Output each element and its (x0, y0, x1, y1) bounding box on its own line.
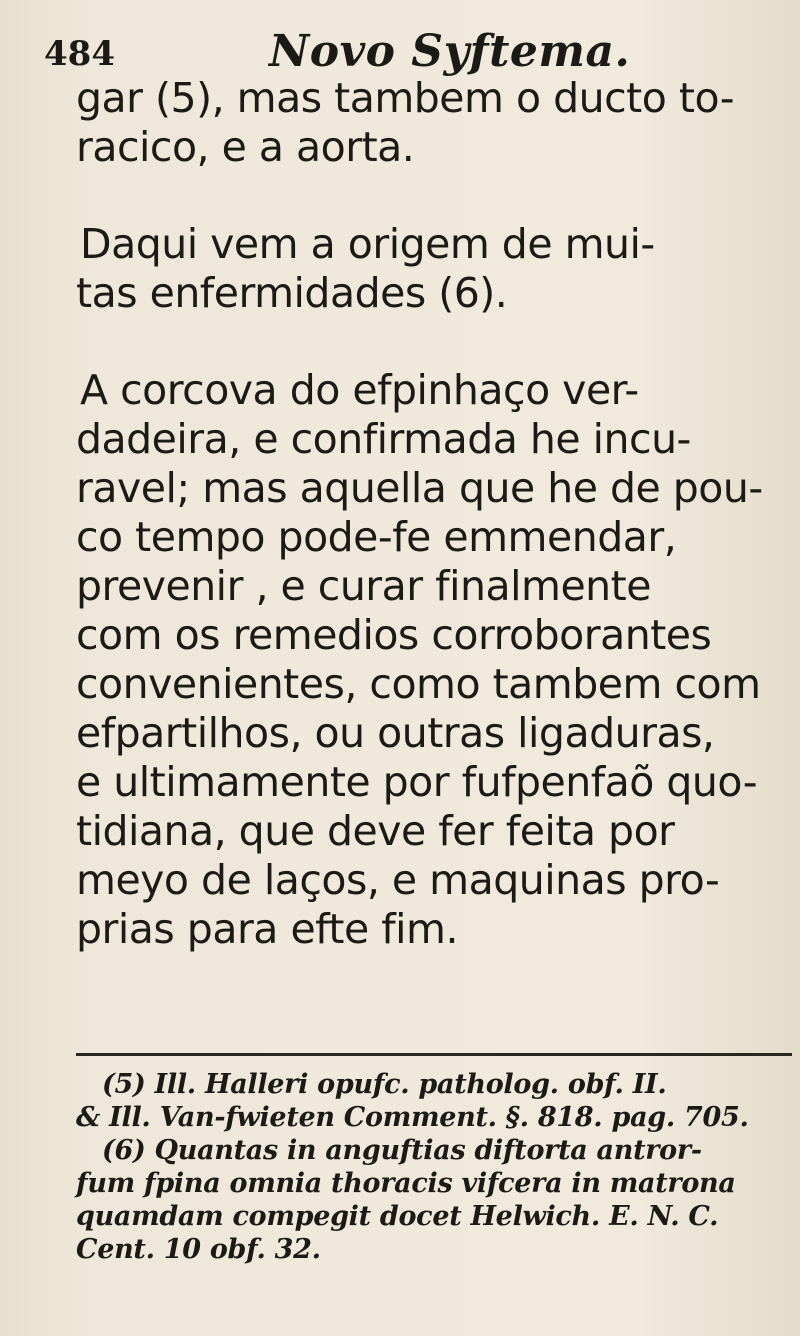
paragraph (76, 220, 792, 318)
footnote-line: & Ill. Van-fwieten Comment. §. 818. pag. 705. (76, 1102, 749, 1133)
paragraph-continuation (76, 74, 792, 172)
footnote-line: (6) Quantas in anguftias diftorta antror- (102, 1135, 702, 1166)
text-line: e ultimamente por fufpenfaõ quo- (76, 758, 758, 806)
footnotes (76, 1068, 792, 1266)
text-line: ravel; mas aquella que he de pou- (76, 464, 763, 512)
text-line: dadeira, e confirmada he incu- (76, 415, 691, 463)
running-title: Novo Syftema. (269, 26, 631, 77)
text-line: convenientes, como tambem com (76, 660, 761, 708)
paragraph (76, 366, 792, 954)
text-line: prevenir , e curar finalmente (76, 562, 651, 610)
text-line: racico, e a aorta. (76, 123, 415, 171)
text-line: gar (5), mas tambem o ducto to- (76, 74, 735, 122)
text-line: tidiana, que deve fer feita por (76, 807, 675, 855)
footnote-divider (76, 1053, 792, 1056)
footnote-line: fum fpina omnia thoracis vifcera in matrona (76, 1168, 736, 1199)
footnote-line: (5) Ill. Halleri opufc. patholog. obf. II. (102, 1069, 667, 1100)
footnote-line: Cent. 10 obf. 32. (76, 1234, 321, 1265)
text-line: Daqui vem a origem de mui- (80, 220, 655, 268)
footnote-line: quamdam compegit docet Helwich. E. N. C. (76, 1201, 719, 1232)
text-line: meyo de laços, e maquinas pro- (76, 856, 720, 904)
text-line: prias para efte fim. (76, 905, 459, 953)
text-line: co tempo pode-fe emmendar, (76, 513, 677, 561)
text-line: A corcova do efpinhaço ver- (80, 366, 639, 414)
text-line: tas enfermidades (6). (76, 269, 508, 317)
body-text (76, 74, 792, 954)
text-line: com os remedios corroborantes (76, 611, 712, 659)
text-line: efpartilhos, ou outras ligaduras, (76, 709, 715, 757)
page-number: 484 (44, 34, 115, 74)
